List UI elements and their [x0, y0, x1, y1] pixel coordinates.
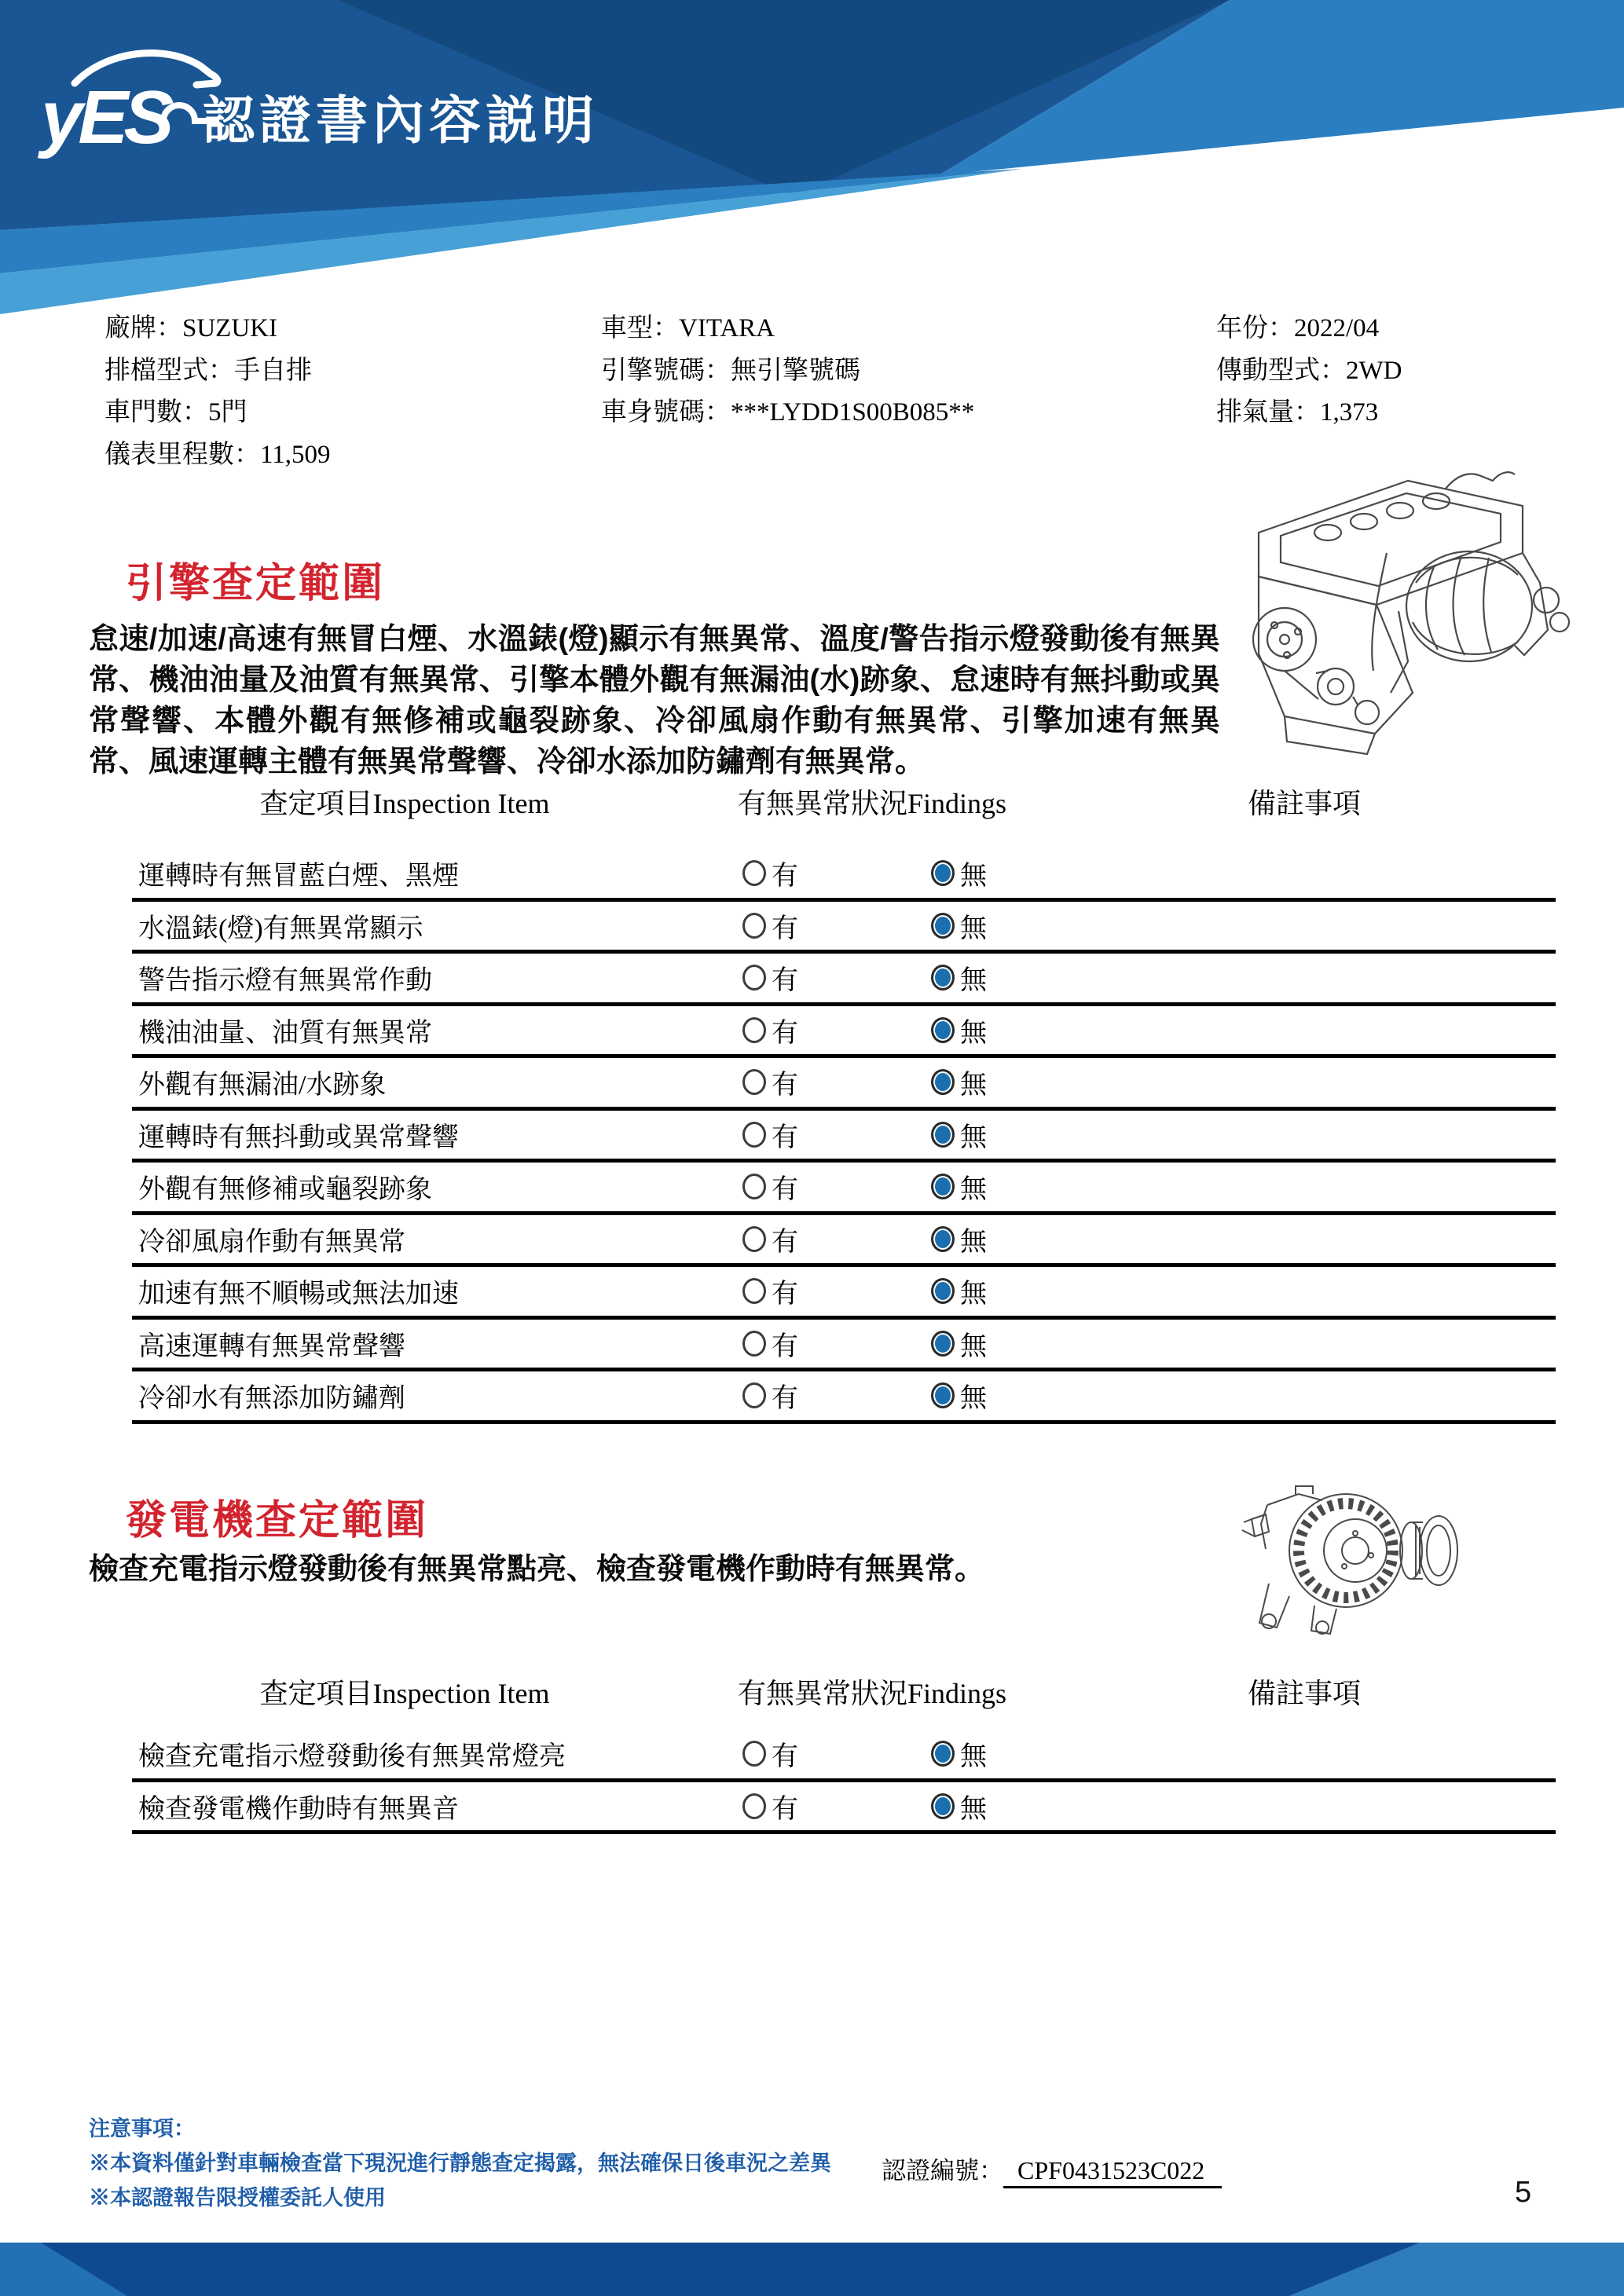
radio-unselected-icon[interactable]: [742, 1331, 766, 1357]
table-row: [132, 1782, 1556, 1835]
vehicle-info-field: 廠牌：SUZUKI: [104, 314, 277, 342]
footer-band: [0, 2243, 1624, 2296]
radio-selected-icon[interactable]: [931, 1382, 955, 1408]
radio-no-label: 無: [960, 1175, 987, 1205]
radio-option-no[interactable]: [931, 906, 987, 945]
radio-yes-label: 有: [772, 1175, 798, 1205]
engine-section-title: 引擎查定範圍: [126, 561, 386, 606]
vehicle-info-field: 車門數：5門: [104, 398, 247, 427]
vehicle-info-field: 儀表里程數：11,509: [104, 440, 331, 469]
radio-yes-label: 有: [772, 1122, 798, 1152]
vehicle-info-column: [1216, 308, 1402, 434]
radio-unselected-icon[interactable]: [742, 1017, 766, 1043]
note-line: ※本資料僅針對車輛檢查當下現況進行靜態查定揭露，無法確保日後車況之差異: [89, 2151, 831, 2175]
radio-yes-label: 有: [772, 1794, 798, 1824]
radio-selected-icon[interactable]: [931, 1331, 955, 1357]
radio-unselected-icon[interactable]: [742, 1069, 766, 1095]
radio-option-yes[interactable]: [742, 1376, 798, 1415]
radio-option-yes[interactable]: [742, 906, 798, 945]
table-header-row: [132, 1672, 1556, 1719]
inspection-item-label: 運轉時有無抖動或異常聲響: [138, 1122, 459, 1152]
radio-no-label: 無: [960, 1794, 987, 1824]
generator-inspection-table: [132, 1672, 1556, 1834]
inspection-item-label: 檢查充電指示燈發動後有無異常燈亮: [138, 1742, 566, 1772]
page-title: 認證書內容説明: [203, 91, 599, 149]
radio-selected-icon[interactable]: [931, 1174, 955, 1199]
table-row: [132, 1215, 1556, 1268]
engine-section-description: 怠速/加速/高速有無冒白煙、水溫錶(燈)顯示有無異常、溫度/警告指示燈發動後有無異常、機油油量及油質有無異常、引擎本體外觀有無漏油(水)跡象、怠速時有無抖動或異常聲響、本體外觀有無修補或龜裂跡象、冷卻風扇作動有無異常、引擎加速有無異常、風速運轉主體有無異常聲響、冷卻水添加防鏽劑有無異常。: [89, 623, 1220, 778]
header-background: [0, 0, 1624, 330]
radio-yes-label: 有: [772, 1018, 798, 1048]
column-header-findings: 有無異常狀況Findings: [737, 1678, 1007, 1709]
radio-no-label: 無: [960, 966, 987, 996]
radio-option-no[interactable]: [931, 1063, 987, 1101]
radio-option-yes[interactable]: [742, 1787, 798, 1825]
radio-yes-label: 有: [772, 1071, 798, 1100]
radio-option-yes[interactable]: [742, 1324, 798, 1363]
vehicle-info-field: 年份：2022/04: [1216, 314, 1380, 342]
radio-no-label: 無: [960, 1071, 987, 1100]
radio-option-yes[interactable]: [742, 1115, 798, 1154]
radio-option-yes[interactable]: [742, 1734, 798, 1773]
radio-no-label: 無: [960, 914, 987, 943]
radio-option-yes[interactable]: [742, 1063, 798, 1101]
radio-unselected-icon[interactable]: [742, 1741, 766, 1767]
column-header-item: 查定項目Inspection Item: [259, 1678, 550, 1709]
radio-option-no[interactable]: [931, 1324, 987, 1363]
radio-no-label: 無: [960, 1331, 987, 1361]
vehicle-info-field: 傳動型式：2WD: [1216, 356, 1402, 385]
vehicle-info-column: [104, 308, 331, 476]
inspection-item-label: 水溫錶(燈)有無異常顯示: [138, 914, 423, 943]
radio-unselected-icon[interactable]: [742, 913, 766, 939]
radio-no-label: 無: [960, 1384, 987, 1414]
notes-title: 注意事項：: [89, 2117, 195, 2140]
inspection-item-label: 冷卻風扇作動有無異常: [138, 1227, 405, 1257]
table-header-row: [132, 782, 1556, 829]
radio-yes-label: 有: [772, 1227, 798, 1257]
radio-option-no[interactable]: [931, 1734, 987, 1773]
vehicle-info-field: 排檔型式：手自排: [104, 356, 312, 385]
inspection-item-label: 警告指示燈有無異常作動: [138, 966, 432, 996]
page-header: [0, 0, 1624, 330]
radio-unselected-icon[interactable]: [742, 1382, 766, 1408]
radio-option-no[interactable]: [931, 854, 987, 892]
radio-selected-icon[interactable]: [931, 965, 955, 991]
page-number: 5: [1515, 2176, 1532, 2209]
inspection-item-label: 外觀有無修補或龜裂跡象: [138, 1175, 432, 1205]
radio-selected-icon[interactable]: [931, 1226, 955, 1252]
engine-illustration: [1210, 457, 1587, 764]
table-row: [132, 1320, 1556, 1372]
vehicle-info-field: 車型：VITARA: [601, 314, 775, 342]
radio-unselected-icon[interactable]: [742, 1226, 766, 1252]
column-header-item: 查定項目Inspection Item: [259, 788, 550, 819]
inspection-item-label: 加速有無不順暢或無法加速: [138, 1280, 459, 1309]
inspection-item-label: 高速運轉有無異常聲響: [138, 1331, 405, 1361]
radio-unselected-icon[interactable]: [742, 1793, 766, 1819]
logo-text: yES: [41, 75, 170, 159]
radio-selected-icon[interactable]: [931, 1793, 955, 1819]
table-row: [132, 1730, 1556, 1782]
inspection-item-label: 運轉時有無冒藍白煙、黑煙: [138, 862, 459, 892]
radio-yes-label: 有: [772, 1280, 798, 1309]
radio-no-label: 無: [960, 1018, 987, 1048]
column-header-findings: 有無異常狀況Findings: [737, 788, 1007, 819]
radio-no-label: 無: [960, 1742, 987, 1772]
radio-selected-icon[interactable]: [931, 1069, 955, 1095]
radio-yes-label: 有: [772, 914, 798, 943]
radio-unselected-icon[interactable]: [742, 1278, 766, 1304]
radio-selected-icon[interactable]: [931, 860, 955, 886]
radio-option-yes[interactable]: [742, 854, 798, 892]
radio-option-no[interactable]: [931, 1167, 987, 1206]
column-header-remarks: 備註事項: [1247, 1678, 1362, 1709]
radio-option-no[interactable]: [931, 1115, 987, 1154]
radio-selected-icon[interactable]: [931, 1017, 955, 1043]
inspection-item-label: 檢查發電機作動時有無異音: [138, 1794, 459, 1824]
column-header-remarks: 備註事項: [1247, 788, 1362, 819]
vehicle-info-field: 排氣量：1,373: [1216, 398, 1379, 427]
table-row: [132, 902, 1556, 954]
radio-option-no[interactable]: [931, 958, 987, 997]
table-row: [132, 1267, 1556, 1320]
radio-selected-icon[interactable]: [931, 913, 955, 939]
vehicle-info-column: [601, 308, 974, 434]
vehicle-info-field: 車身號碼：***LYDD1S00B085**: [601, 398, 975, 427]
radio-option-no[interactable]: [931, 1220, 987, 1258]
table-body: [132, 1730, 1556, 1834]
radio-option-no[interactable]: [931, 1011, 987, 1049]
radio-no-label: 無: [960, 1280, 987, 1309]
radio-yes-label: 有: [772, 1331, 798, 1361]
table-row: [132, 1163, 1556, 1215]
footer-notes: [89, 2111, 831, 2215]
radio-yes-label: 有: [772, 862, 798, 892]
radio-option-no[interactable]: [931, 1376, 987, 1415]
radio-yes-label: 有: [772, 1742, 798, 1772]
generator-section-title: 發電機查定範圍: [126, 1498, 429, 1543]
table-row: [132, 1371, 1556, 1424]
table-row: [132, 849, 1556, 902]
generator-section-description: 檢查充電指示燈發動後有無異常點亮、檢查發電機作動時有無異常。: [89, 1553, 985, 1586]
radio-option-yes[interactable]: [742, 1011, 798, 1049]
radio-unselected-icon[interactable]: [742, 965, 766, 991]
radio-option-no[interactable]: [931, 1787, 987, 1825]
radio-no-label: 無: [960, 1122, 987, 1152]
radio-no-label: 無: [960, 862, 987, 892]
certificate-number-value: CPF0431523C022: [1003, 2156, 1222, 2188]
certificate-number-label: 認證編號：: [882, 2157, 1003, 2184]
engine-inspection-table: [132, 782, 1556, 1424]
table-row: [132, 1006, 1556, 1059]
radio-unselected-icon[interactable]: [742, 1122, 766, 1148]
radio-yes-label: 有: [772, 1384, 798, 1414]
note-line: ※本認證報告限授權委託人使用: [89, 2186, 386, 2210]
radio-option-yes[interactable]: [742, 1272, 798, 1310]
inspection-item-label: 外觀有無漏油/水跡象: [138, 1071, 387, 1100]
table-row: [132, 954, 1556, 1006]
radio-option-no[interactable]: [931, 1272, 987, 1310]
radio-option-yes[interactable]: [742, 1220, 798, 1258]
radio-yes-label: 有: [772, 966, 798, 996]
yes-logo: [41, 46, 222, 179]
radio-selected-icon[interactable]: [931, 1122, 955, 1148]
table-body: [132, 849, 1556, 1424]
radio-selected-icon[interactable]: [931, 1741, 955, 1767]
alternator-illustration: [1220, 1474, 1495, 1642]
certificate-number: [882, 2151, 1222, 2186]
vehicle-info-field: 引擎號碼：無引擎號碼: [601, 356, 860, 385]
radio-option-yes[interactable]: [742, 958, 798, 997]
inspection-item-label: 冷卻水有無添加防鏽劑: [138, 1384, 405, 1414]
table-row: [132, 1058, 1556, 1111]
radio-option-yes[interactable]: [742, 1167, 798, 1206]
radio-selected-icon[interactable]: [931, 1278, 955, 1304]
table-row: [132, 1111, 1556, 1163]
radio-unselected-icon[interactable]: [742, 860, 766, 886]
radio-unselected-icon[interactable]: [742, 1174, 766, 1199]
inspection-item-label: 機油油量、油質有無異常: [138, 1018, 432, 1048]
radio-no-label: 無: [960, 1227, 987, 1257]
